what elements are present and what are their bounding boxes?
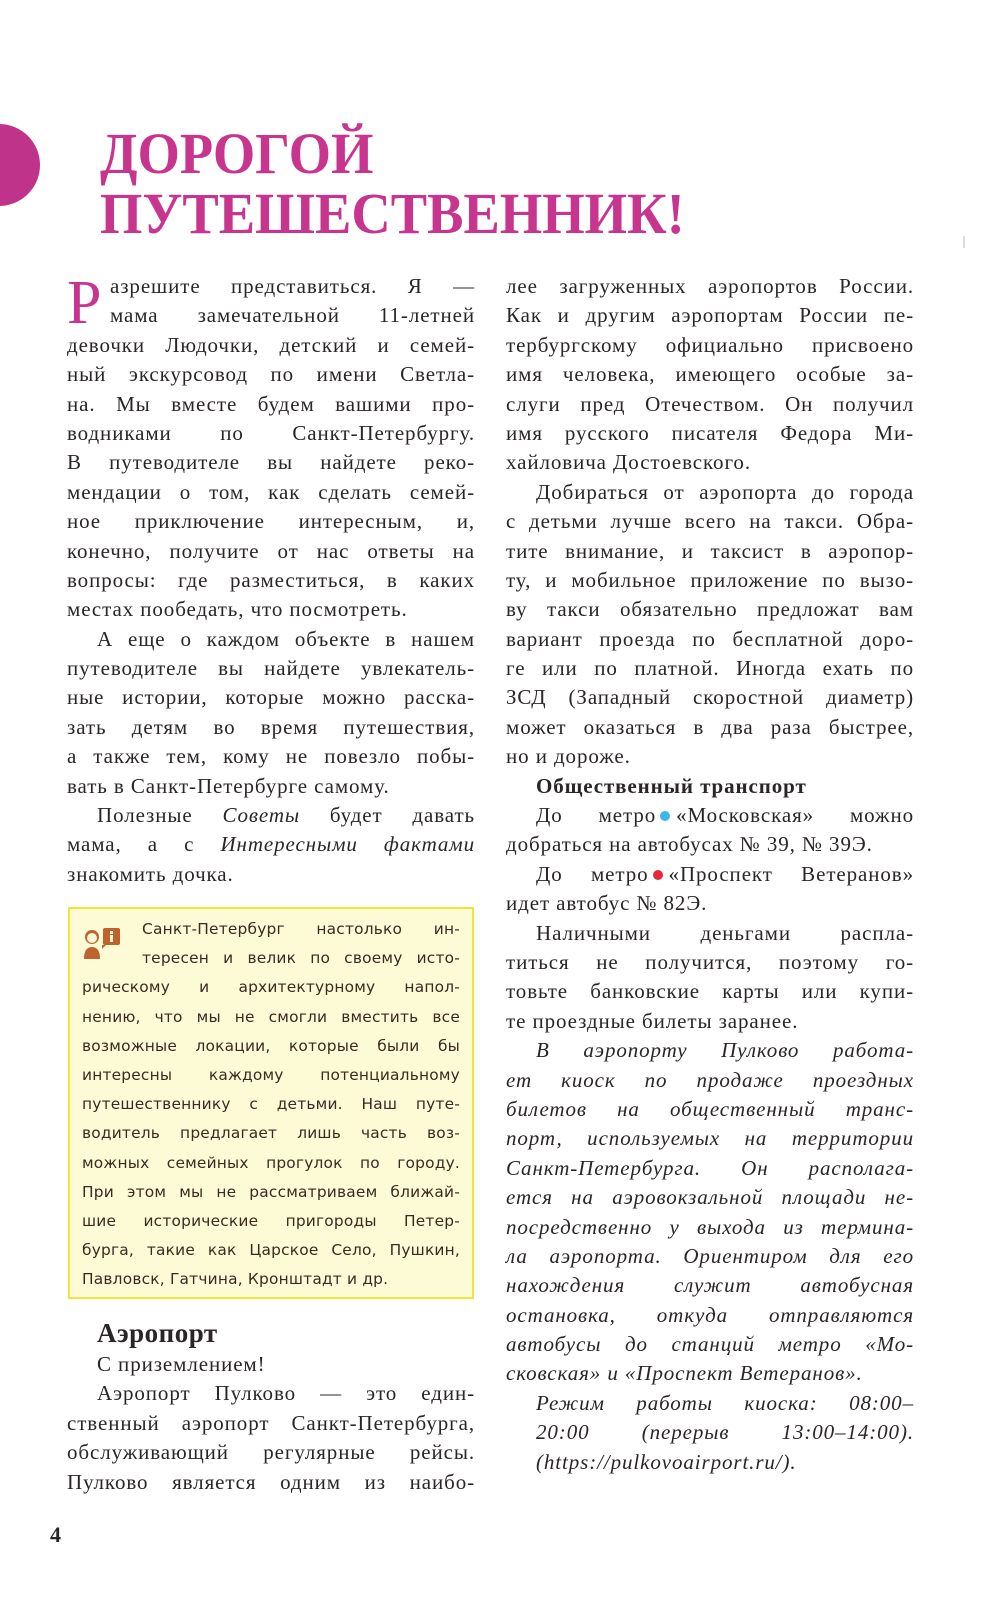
text-line: товьте банковские карты или купи- — [506, 979, 914, 1004]
page-number: 4 — [50, 1522, 61, 1547]
text-line: нению, что мы не смогли вместить все — [82, 1007, 460, 1026]
text-line: Аэропорт Пулково — это един- — [97, 1381, 475, 1406]
text-line: тербургскому официально присвоено — [506, 332, 914, 357]
text-line: посредственно у выхода из термина- — [506, 1214, 914, 1239]
text-line: можных семейных прогулок по городу. — [82, 1153, 460, 1172]
text-line: остановка, откуда отправляются — [506, 1302, 914, 1327]
text-line: Пулково является одним из наибо- — [67, 1469, 475, 1494]
text-line: вариант проезда по бесплатной доро- — [506, 626, 914, 651]
text-line: мендации о том, как сделать семей- — [67, 479, 475, 504]
paragraph — [82, 915, 460, 1294]
text-line: рическому и архитектурному напол- — [82, 978, 460, 997]
text-line: билетов на общественный транс- — [506, 1096, 914, 1121]
text-line: 20:00 (перерыв 13:00–14:00). — [536, 1420, 914, 1445]
text-line: ла аэропорта. Ориентиром для его — [506, 1243, 914, 1268]
paragraph — [506, 919, 914, 1037]
text-line: (https://pulkovoairport.ru/). — [536, 1449, 797, 1474]
text-line: азрешите представиться. Я — — [110, 274, 475, 298]
text-run: будет давать — [300, 803, 476, 828]
left-column — [67, 269, 476, 889]
text-line: тите внимание, и таксист в аэропор- — [506, 538, 914, 563]
metro-line-veteranov — [506, 860, 914, 889]
text-line: но и дороже. — [506, 744, 631, 769]
text-line: зать детям во время путешествия, — [67, 714, 475, 739]
station-name: «Проспект Ветеранов» — [668, 861, 914, 886]
text-line — [67, 830, 475, 859]
text-line: ный экскурсовод по имени Светла- — [67, 362, 475, 387]
text-line: водитель предлагает лишь часть воз- — [82, 1124, 460, 1143]
paragraph — [506, 1036, 914, 1389]
text-line: Режим работы киоска: 08:00– — [536, 1390, 914, 1415]
text-line: интересны каждому потенциальному — [82, 1065, 460, 1084]
text-line: ное приключение интересным, и, — [67, 509, 475, 534]
text-run: мама, а с — [67, 832, 221, 857]
text-line: бурга, такие как Царское Село, Пушкин, — [82, 1241, 460, 1260]
paragraph — [506, 478, 914, 772]
text-line: шие исторические пригороды Петер- — [82, 1211, 460, 1230]
metro-blue-line-icon — [660, 811, 670, 821]
text-line: слуги пред Отечеством. Он получил — [506, 391, 914, 416]
text-line: с детьми лучше всего на такси. Обра- — [506, 509, 914, 534]
text-line: В аэропорту Пулково работа- — [536, 1038, 914, 1063]
airport-section — [67, 1350, 475, 1497]
text-line: ные истории, которые можно расска- — [67, 685, 475, 710]
text-line: При этом мы не рассматриваем ближай- — [82, 1182, 460, 1201]
metro-line-moskovskaya — [506, 801, 914, 830]
station-name: «Московская» можно — [676, 803, 914, 828]
text-line: на. Мы вместе будем вашими про- — [67, 391, 475, 416]
paragraph — [67, 625, 475, 801]
text-line: конечно, получите от нас ответы на — [67, 538, 475, 563]
text-line: порт, используемых на территории — [506, 1126, 914, 1151]
section-marker-circle — [0, 124, 40, 206]
text-line: Как и другим аэропортам России пе- — [506, 303, 914, 328]
paragraph — [506, 1389, 914, 1477]
text-line: сковская» и «Проспект Ветеранов». — [506, 1361, 863, 1386]
tips-term: Советы — [222, 803, 301, 828]
text-line: те проездные билеты заранее. — [506, 1008, 799, 1033]
text-line: лее загруженных аэропортов России. — [506, 274, 914, 298]
text-line: имя человека, имеющего особые за- — [506, 362, 914, 387]
text-line: ту, и мобильное приложение по вызо- — [506, 567, 914, 592]
text-line: идет автобус № 82Э. — [506, 891, 708, 916]
text-line: ется на аэровокзальной площади не- — [506, 1185, 914, 1210]
text-line: А еще о каждом объекте в нашем — [97, 626, 475, 651]
text-line: может оказаться в два раза быстрее, — [506, 714, 914, 739]
text-line: обслуживающий регулярные рейсы. — [67, 1440, 475, 1465]
text-line: ственный аэропорт Санкт-Петербурга, — [67, 1410, 475, 1435]
text-line: ЗСД (Западный скоростной диаметр) — [506, 685, 914, 710]
transport-heading: Общественный транспорт — [536, 773, 807, 798]
text-line: имя русского писателя Федора Ми- — [506, 420, 914, 445]
text-line: Павловск, Гатчина, Кронштадт и др. — [82, 1270, 389, 1289]
drop-cap: Р — [67, 269, 102, 337]
text-line: знакомить дочка. — [67, 861, 234, 886]
text-line: местах пообедать, что посмотреть. — [67, 597, 408, 622]
airport-heading: Аэропорт — [97, 1318, 218, 1348]
text-line: вопросы: где разместиться, в каких — [67, 567, 475, 592]
page-edge-mark — [963, 236, 965, 248]
text-line: водниками по Санкт-Петербургу. — [67, 420, 475, 445]
text-line: девочки Людочки, детский и семей- — [67, 332, 475, 357]
facts-term: Интересными фактами — [220, 832, 475, 857]
text-line: Санкт-Петербурга. Он располага- — [506, 1155, 914, 1180]
text-line: вать в Санкт-Петербурге самому. — [67, 773, 390, 798]
text-run: Полезные — [97, 803, 223, 828]
text-line: ет киоск по продаже проездных — [506, 1067, 914, 1092]
page-title — [100, 121, 685, 246]
text-line: путеводителе вы найдете увлекатель- — [67, 656, 475, 681]
text-line: Наличными деньгами распла- — [536, 920, 914, 945]
text-line: автобусы до станций метро «Мо- — [506, 1332, 914, 1357]
paragraph — [67, 269, 475, 625]
text-line: путешественнику с детьми. Наш путе- — [82, 1095, 460, 1114]
tips-paragraph — [67, 801, 475, 889]
paragraph — [67, 1379, 475, 1497]
guide-info-icon — [80, 925, 126, 961]
text-line: Санкт-Петербург настолько ин- — [142, 920, 460, 938]
text-line: хайловича Достоевского. — [506, 450, 751, 475]
right-column — [506, 272, 914, 1477]
title-line-2: ПУТЕШЕСТВЕННИК! — [100, 181, 685, 246]
text-line: а также тем, кому не повезло побы- — [67, 744, 475, 769]
text-run: До метро — [536, 861, 649, 886]
text-line: титься не получится, поэтому го- — [506, 949, 914, 974]
text-line: Добираться от аэропорта до города — [536, 479, 914, 504]
text-run: До метро — [536, 803, 657, 828]
text-line — [67, 801, 475, 830]
airport-subheading: С приземлением! — [97, 1352, 266, 1376]
text-line: нахождения служит автобусная — [506, 1273, 914, 1298]
text-line: ге или по платной. Иногда ехать по — [506, 656, 914, 681]
text-line: ву такси обязательно предложат вам — [506, 597, 914, 622]
paragraph — [506, 272, 914, 478]
text-line: тересен и велик по своему исто- — [142, 949, 460, 968]
title-line-1: ДОРОГОЙ — [100, 121, 374, 186]
intro-paragraph — [67, 269, 475, 625]
metro-red-line-icon — [653, 870, 663, 880]
text-line: В путеводителе вы найдете реко- — [67, 450, 475, 475]
objects-paragraph — [67, 625, 475, 801]
text-line: возможные локации, которые были бы — [82, 1036, 460, 1055]
info-box — [68, 907, 474, 1299]
text-line: добраться на автобусах № 39, № 39Э. — [506, 832, 873, 857]
text-line: мама замечательной 11-летней — [110, 303, 475, 328]
